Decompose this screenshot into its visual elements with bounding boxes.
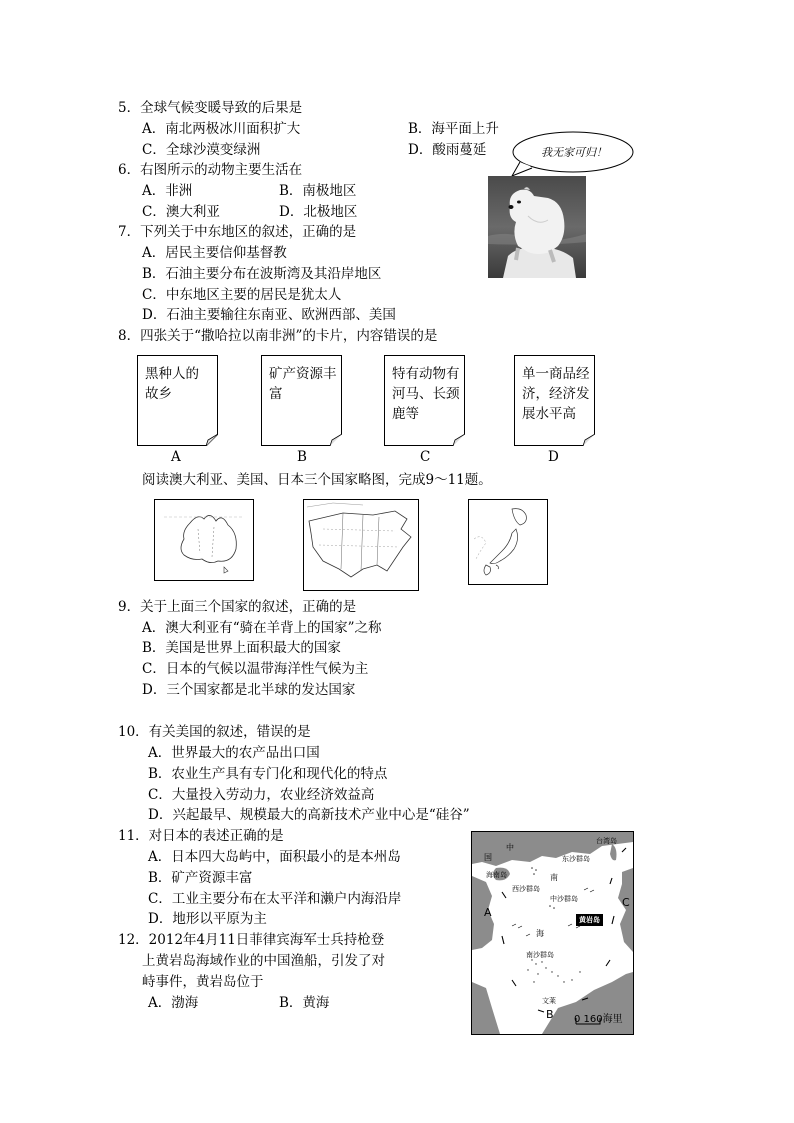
q9-option-c: C．日本的气候以温带海洋性气候为主 [142, 661, 369, 677]
section-intro: 阅读澳大利亚、美国、日本三个国家略图，完成9～11题。 [142, 472, 492, 488]
map-label-a: A [484, 906, 492, 919]
card-d-line: 单一商品经 [522, 366, 590, 382]
card-c-line: 河马、长颈 [392, 386, 460, 402]
usa-map [303, 499, 419, 591]
q7-option-b: B．石油主要分布在波斯湾及其沿岸地区 [142, 266, 382, 282]
map-scale-label: 0 160海里 [574, 1014, 623, 1025]
japan-map [468, 499, 548, 585]
map-label-guo: 国 [484, 853, 492, 862]
q10-option-d: D．兴起最早、规模最大的高新技术产业中心是“硅谷” [148, 807, 470, 823]
q5-option-d: D．酸雨蔓延 [408, 142, 487, 158]
q5-option-a: A．南北两极冰川面积扩大 [142, 121, 301, 137]
map-label-b: B [546, 1008, 554, 1021]
q10-option-b: B．农业生产具有专门化和现代化的特点 [148, 766, 388, 782]
map-label-taiwan: 台湾岛 [596, 837, 617, 845]
q9-option-b: B．美国是世界上面积最大的国家 [142, 640, 341, 656]
q8-stem: 8．四张关于“撒哈拉以南非洲”的卡片，内容错误的是 [118, 328, 438, 344]
card-a [137, 355, 218, 446]
page-fold-icon [583, 434, 595, 446]
q10-stem: 10．有关美国的叙述，错误的是 [118, 724, 311, 740]
q11-option-c: C．工业主要分布在太平洋和濑户内海沿岸 [148, 891, 402, 907]
page-fold-icon [453, 434, 465, 446]
q9-option-d: D．三个国家都是北半球的发达国家 [142, 682, 356, 698]
card-d-line: 展水平高 [522, 406, 576, 422]
card-c-line: 特有动物有 [392, 366, 460, 382]
card-b [261, 355, 342, 446]
map-label-c: C [622, 896, 630, 909]
card-d-line: 济，经济发 [522, 386, 590, 402]
map-label-zhongsha: 中沙群岛 [550, 895, 578, 903]
q6-option-a: A．非洲 [142, 183, 193, 199]
q5-option-c: C．全球沙漠变绿洲 [142, 142, 261, 158]
card-c-label: C [420, 449, 431, 465]
card-d [514, 355, 595, 446]
q6-option-b: B．南极地区 [279, 183, 357, 199]
q9-stem: 9．关于上面三个国家的叙述，正确的是 [118, 599, 357, 615]
card-c [384, 355, 465, 446]
q7-option-a: A．居民主要信仰基督教 [142, 245, 287, 261]
q7-stem: 7．下列关于中东地区的叙述，正确的是 [118, 224, 357, 240]
q12-stem-line3: 峙事件，黄岩岛位于 [142, 974, 264, 990]
map-label-dongsha: 东沙群岛 [562, 855, 590, 863]
map-label-xisha: 西沙群岛 [512, 885, 540, 893]
q11-stem: 11．对日本的表述正确的是 [118, 828, 284, 844]
map-label-huangyan: 黄岩岛 [576, 914, 603, 926]
card-b-line: 富 [269, 386, 283, 402]
map-label-hai: 海 [536, 929, 544, 938]
q6-stem: 6．右图所示的动物主要生活在 [118, 162, 303, 178]
q9-option-a: A．澳大利亚有“骑在羊背上的国家”之称 [142, 620, 382, 636]
card-d-label: D [548, 449, 559, 465]
q7-option-d: D．石油主要输往东南亚、欧洲西部、美国 [142, 307, 396, 323]
map-label-hainan: 海南岛 [486, 871, 507, 879]
q5-option-b: B．海平面上升 [408, 121, 499, 137]
page-fold-icon [330, 434, 342, 446]
q5-stem: 5．全球气候变暖导致的后果是 [118, 100, 303, 116]
south-china-sea-map [471, 831, 634, 1035]
card-b-label: B [297, 449, 307, 465]
q6-option-c: C．澳大利亚 [142, 204, 220, 220]
q12-stem-line1: 12．2012年4月11日菲律宾海军士兵持枪登 [118, 932, 385, 948]
q12-stem-line2: 上黄岩岛海域作业的中国渔船，引发了对 [142, 953, 385, 969]
polar-bear-image [488, 176, 586, 278]
q10-option-c: C．大量投入劳动力，农业经济效益高 [148, 787, 375, 803]
q11-option-a: A．日本四大岛屿中，面积最小的是本州岛 [148, 849, 401, 865]
map-label-nan: 南 [550, 873, 558, 882]
q12-option-a: A．渤海 [148, 995, 199, 1011]
map-label-wenlai: 文莱 [542, 997, 556, 1005]
q11-option-d: D．地形以平原为主 [148, 911, 267, 927]
card-a-line: 故乡 [145, 386, 172, 402]
card-a-label: A [171, 449, 181, 465]
q12-option-b: B．黄海 [279, 995, 330, 1011]
speech-bubble-text: 我无家可归！ [541, 146, 607, 159]
q6-option-d: D．北极地区 [279, 204, 358, 220]
page-fold-icon [206, 434, 218, 446]
q11-option-b: B．矿产资源丰富 [148, 870, 253, 886]
q10-option-a: A．世界最大的农产品出口国 [148, 745, 320, 761]
map-label-china: 中 [506, 843, 514, 852]
card-a-line: 黑种人的 [145, 366, 199, 382]
australia-map [154, 499, 254, 581]
card-c-line: 鹿等 [392, 406, 419, 422]
card-b-line: 矿产资源丰 [269, 366, 337, 382]
q7-option-c: C．中东地区主要的居民是犹太人 [142, 287, 342, 303]
map-label-nansha: 南沙群岛 [526, 951, 554, 959]
